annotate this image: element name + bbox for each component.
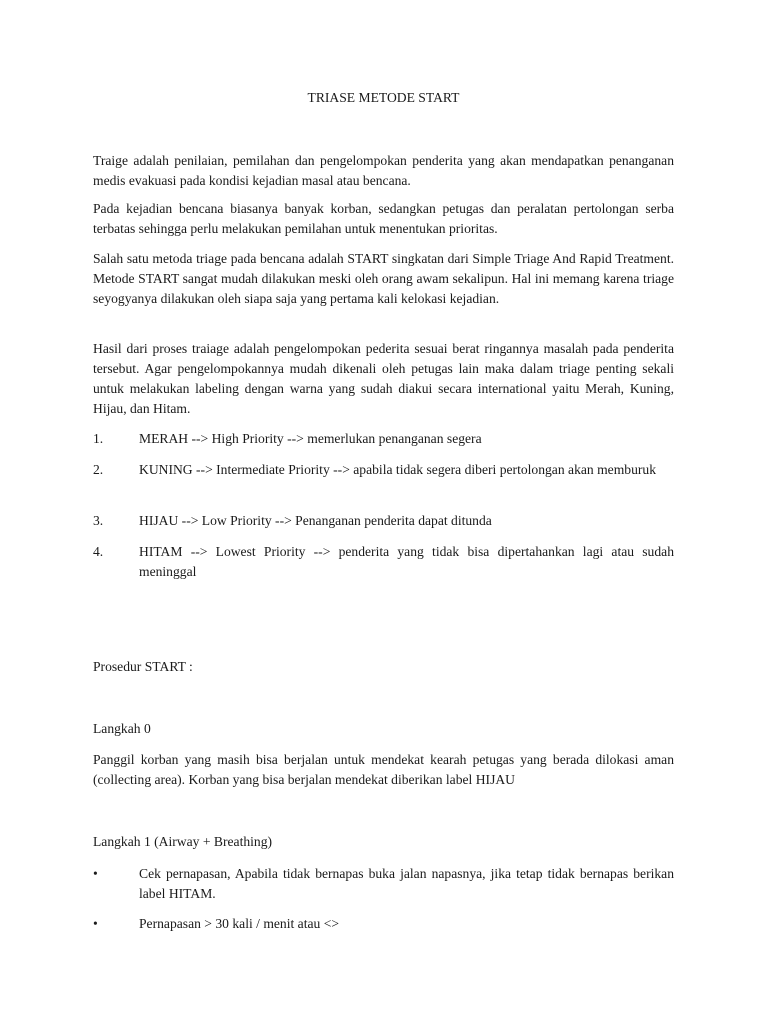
- priority-item-kuning: [93, 460, 674, 480]
- list-number: 4.: [93, 544, 104, 559]
- priority-item-merah: [93, 429, 674, 449]
- step1-bullet-item: [93, 914, 674, 934]
- step0-heading: Langkah 0: [93, 721, 151, 736]
- priority-text: MERAH --> High Priority --> memerlukan penanganan segera: [139, 431, 482, 446]
- priority-text: KUNING --> Intermediate Priority --> apabila tidak segera diberi pertolongan akan memburuk: [139, 462, 656, 477]
- bullet-text: Pernapasan > 30 kali / menit atau <>: [139, 916, 340, 931]
- paragraph-start-method: Salah satu metoda triage pada bencana adalah START singkatan dari Simple Triage And Rapid Treatment. Metode START sangat mudah dilakukan meski oleh orang awam sekalipun. Hal ini memang karena triage seyogyanya dilakukan oleh siapa saja yang pertama kali kelokasi kejadian.: [93, 251, 674, 306]
- paragraph-labeling: Hasil dari proses traiage adalah pengelompokan pederita sesuai berat ringannya masalah pada penderita tersebut. Agar pengelompokannya mudah dikenali oleh petugas lain maka dalam triage penting sekali untuk melakukan labeling dengan warna yang sudah diakui secara international yaitu Merah, Kuning, Hijau, dan Hitam.: [93, 341, 674, 416]
- step0-paragraph: Panggil korban yang masih bisa berjalan untuk mendekat kearah petugas yang berada dilokasi aman (collecting area). Korban yang bisa berjalan mendekat diberikan label HIJAU: [93, 752, 674, 787]
- bullet-icon: •: [93, 866, 98, 881]
- document-title: TRIASE METODE START: [307, 90, 460, 105]
- procedure-heading: Prosedur START :: [93, 659, 193, 674]
- priority-item-hijau: [93, 511, 674, 531]
- step1-bullet-item: [93, 864, 674, 904]
- bullet-icon: •: [93, 916, 98, 931]
- list-number: 1.: [93, 431, 104, 446]
- step1-heading: Langkah 1 (Airway + Breathing): [93, 834, 273, 849]
- paragraph-triage-definition: Traige adalah penilaian, pemilahan dan pengelompokan penderita yang akan mendapatkan penanganan medis evakuasi pada kondisi kejadian masal atau bencana.: [93, 153, 674, 188]
- paragraph-disaster-context: Pada kejadian bencana biasanya banyak korban, sedangkan petugas dan peralatan pertolongan serba terbatas sehingga perlu melakukan pemilahan untuk menentukan prioritas.: [93, 201, 674, 236]
- bullet-text: Cek pernapasan, Apabila tidak bernapas buka jalan napasnya, jika tetap tidak bernapas berikan label HITAM.: [139, 866, 674, 901]
- priority-item-hitam: [93, 542, 674, 582]
- list-number: 3.: [93, 513, 104, 528]
- priority-text: HIJAU --> Low Priority --> Penanganan penderita dapat ditunda: [139, 513, 492, 528]
- priority-text: HITAM --> Lowest Priority --> penderita yang tidak bisa dipertahankan lagi atau sudah meninggal: [139, 544, 674, 579]
- list-number: 2.: [93, 462, 104, 477]
